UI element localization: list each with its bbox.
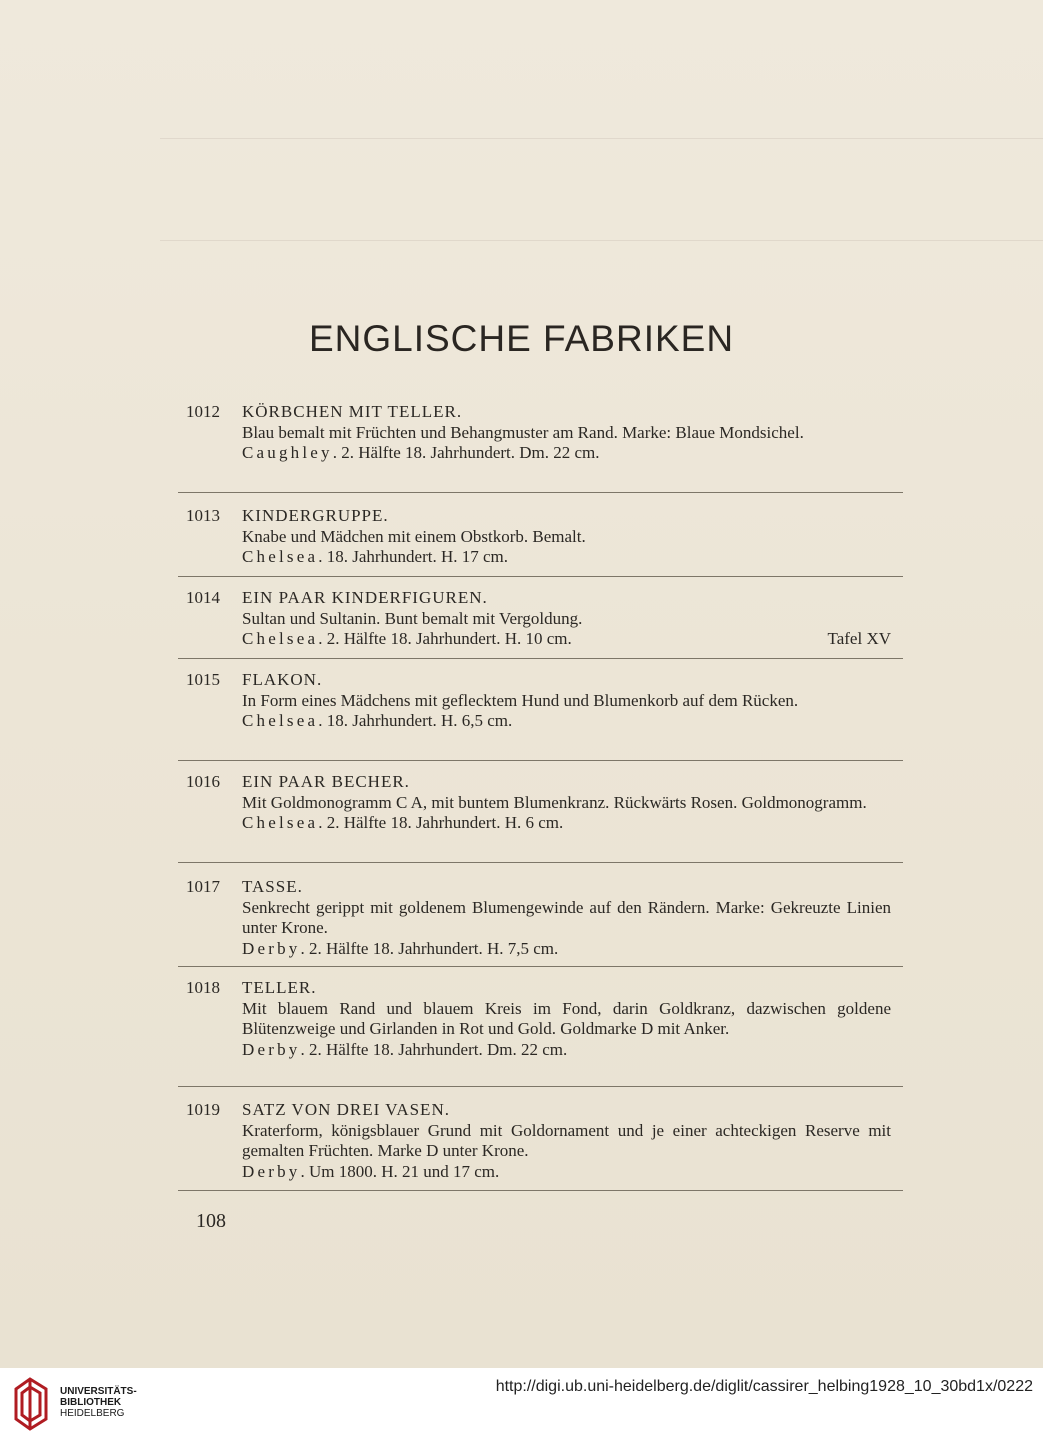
lot-description: Knabe und Mädchen mit einem Obstkorb. Bemalt. (242, 526, 586, 546)
lot-number: 1019 (186, 1100, 220, 1119)
bleed-through-rule (160, 240, 1043, 241)
lot-number: 1013 (186, 506, 220, 525)
lot-details: . 2. Hälfte 18. Jahrhundert. Dm. 22 cm. (300, 1039, 568, 1059)
lot-heading: SATZ VON DREI VASEN. (242, 1100, 450, 1119)
plate-reference: Tafel XV (827, 629, 891, 648)
catalog-entry (186, 772, 891, 834)
library-name: UNIVERSITÄTS- BIBLIOTHEK HEIDELBERG (60, 1386, 137, 1419)
lot-details: . Um 1800. H. 21 und 17 cm. (300, 1161, 500, 1181)
lot-details: . 2. Hälfte 18. Jahrhundert. H. 6 cm. (318, 813, 564, 832)
manufactory: Derby (242, 1039, 301, 1059)
lot-description: Sultan und Sultanin. Bunt bemalt mit Vergoldung. (242, 608, 583, 628)
lot-details: . 18. Jahrhundert. H. 6,5 cm. (318, 711, 513, 730)
manufactory: Chelsea (242, 547, 319, 566)
entry-divider (178, 1190, 903, 1191)
lot-details: . 2. Hälfte 18. Jahrhundert. H. 7,5 cm. (300, 938, 559, 958)
lot-description: Blau bemalt mit Früchten und Behangmuster am Rand. Marke: Blaue Mondsichel. (242, 422, 804, 442)
entry-divider (178, 966, 903, 967)
lot-heading: TELLER. (242, 978, 317, 997)
manufactory: Chelsea (242, 629, 319, 648)
lot-heading: KÖRBCHEN MIT TELLER. (242, 402, 463, 421)
catalog-entry (186, 670, 891, 732)
page-title: ENGLISCHE FABRIKEN (308, 318, 735, 359)
lot-description: Mit Goldmonogramm C A, mit buntem Blumenkranz. Rückwärts Rosen. Goldmonogramm. (242, 792, 867, 812)
page-number: 108 (196, 1210, 226, 1232)
lot-heading: EIN PAAR BECHER. (242, 772, 410, 791)
lot-heading: FLAKON. (242, 670, 323, 689)
entry-divider (178, 658, 903, 659)
lot-number: 1014 (186, 588, 220, 607)
lot-description: Senkrecht gerippt mit goldenem Blumengewinde auf den Rändern. Marke: Gekreuzte Linien unter Krone. (242, 897, 891, 937)
library-logo-icon (12, 1375, 52, 1431)
catalog-entry (186, 588, 891, 650)
lot-number: 1017 (186, 877, 220, 896)
catalog-entry (186, 978, 891, 1060)
source-url-link[interactable]: http://digi.ub.uni-heidelberg.de/diglit/cassirer_helbing1928_10_30bd1x/0222 (495, 1378, 1033, 1395)
manufactory: Caughley (242, 443, 333, 462)
entry-divider (178, 1086, 903, 1087)
lot-number: 1015 (186, 670, 220, 689)
catalog-entry (186, 1100, 891, 1182)
lot-details: . 2. Hälfte 18. Jahrhundert. Dm. 22 cm. (332, 443, 600, 462)
catalog-entry (186, 506, 891, 568)
manufactory: Derby (242, 938, 301, 958)
lot-description: In Form eines Mädchens mit geflecktem Hund und Blumenkorb auf dem Rücken. (242, 690, 799, 710)
manufactory: Chelsea (242, 813, 319, 832)
lot-heading: EIN PAAR KINDERFIGUREN. (242, 588, 488, 607)
lot-description: Kraterform, königsblauer Grund mit Goldornament und je einer achteckigen Reserve mit gemalten Früchten. Marke D unter Krone. (242, 1120, 891, 1160)
lot-number: 1018 (186, 978, 220, 997)
lot-heading: TASSE. (242, 877, 303, 896)
entry-divider (178, 760, 903, 761)
lot-details: . 2. Hälfte 18. Jahrhundert. H. 10 cm. (318, 629, 572, 648)
lot-details: . 18. Jahrhundert. H. 17 cm. (318, 547, 509, 566)
entry-divider (178, 576, 903, 577)
lot-number: 1012 (186, 402, 220, 421)
bleed-through-rule (160, 138, 1043, 139)
entry-divider (178, 862, 903, 863)
manufactory: Chelsea (242, 711, 319, 730)
catalog-entry (186, 877, 891, 959)
lot-description: Mit blauem Rand und blauem Kreis im Fond, darin Goldkranz, dazwischen goldene Blütenzweige und Girlanden in Rot und Gold. Goldmarke D mit Anker. (242, 998, 891, 1038)
entry-divider (178, 492, 903, 493)
catalog-entry (186, 402, 891, 464)
manufactory: Derby (242, 1161, 301, 1181)
lot-heading: KINDERGRUPPE. (242, 506, 389, 525)
lot-number: 1016 (186, 772, 220, 791)
